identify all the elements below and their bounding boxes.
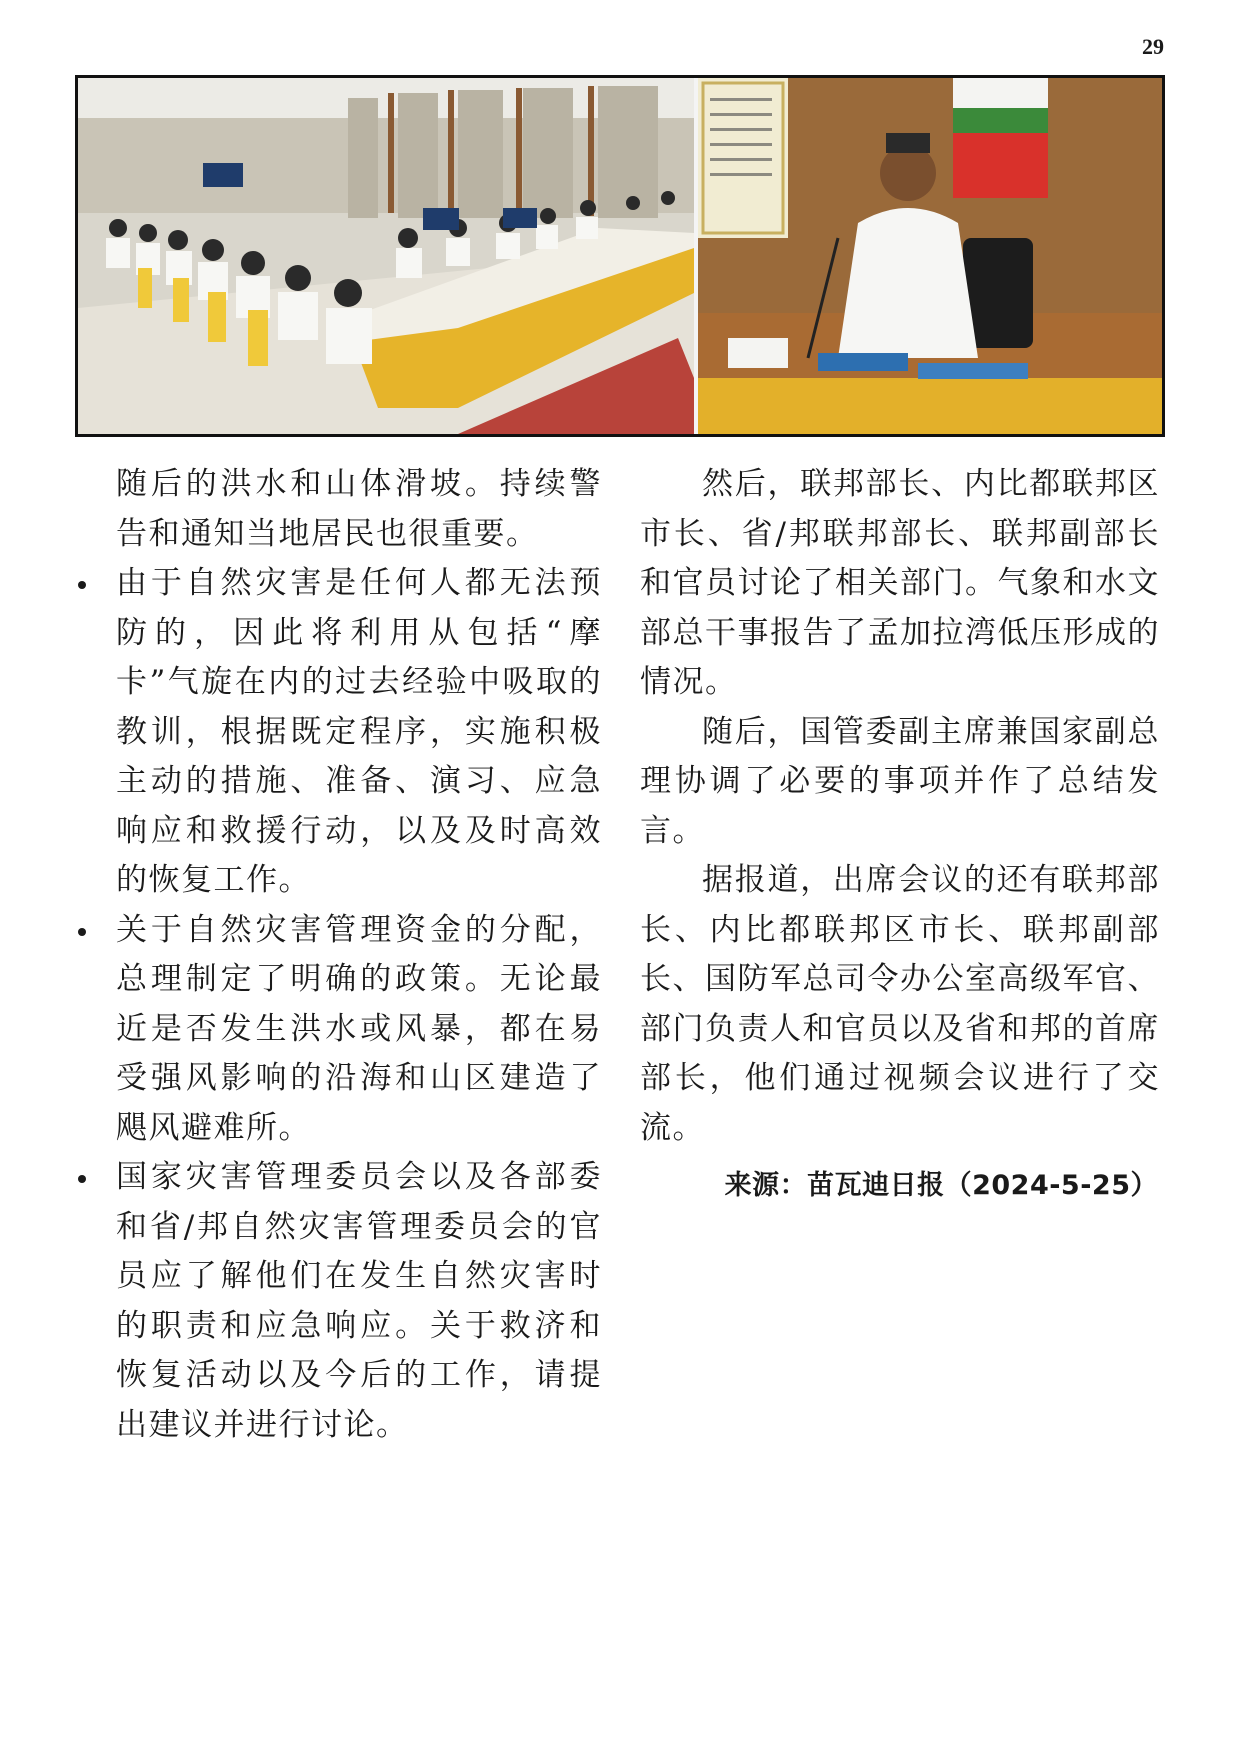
right-column	[640, 460, 1160, 1153]
bullet-item-1	[116, 559, 602, 906]
bullet-item-2	[116, 906, 602, 1154]
bullet-dot-icon	[78, 928, 86, 936]
page-number: 29	[1142, 34, 1164, 59]
bullet-text-3: 国家灾害管理委员会以及各部委和省/邦自然灾害管理委员会的官员应了解他们在发生自然灾害时的职责和应急响应。关于救济和恢复活动以及今后的工作，请提出建议并进行讨论。	[116, 1159, 602, 1443]
paragraph-1: 然后，联邦部长、内比都联邦区市长、省/邦联邦部长、联邦副部长和官员讨论了相关部门。气象和水文部总干事报告了孟加拉湾低压形成的情况。	[640, 466, 1160, 700]
continued-paragraph: 随后的洪水和山体滑坡。持续警告和通知当地居民也很重要。	[116, 466, 602, 552]
speaker-at-podium-photo	[698, 78, 1162, 434]
photo-frame	[75, 75, 1165, 437]
paragraph-3: 据报道，出席会议的还有联邦部长、内比都联邦区市长、联邦副部长、国防军总司令办公室高级军官、部门负责人和官员以及省和邦的首席部长，他们通过视频会议进行了交流。	[640, 862, 1160, 1146]
meeting-room-photo	[78, 78, 694, 434]
bullet-text-2: 关于自然灾害管理资金的分配，总理制定了明确的政策。无论最近是否发生洪水或风暴，都在易受强风影响的沿海和山区建造了飓风避难所。	[116, 911, 602, 1146]
left-column	[116, 460, 602, 1450]
bullet-text-1: 由于自然灾害是任何人都无法预防的，因此将利用从包括“摩卡”气旋在内的过去经验中吸取的教训，根据既定程序，实施积极主动的措施、准备、演习、应急响应和救援行动，以及及时高效的恢复工作。	[116, 565, 602, 898]
bullet-dot-icon	[78, 581, 86, 589]
bullet-item-3	[116, 1153, 602, 1450]
bullet-dot-icon	[78, 1175, 86, 1183]
source-line: 来源：苗瓦迪日报（2024-5-25）	[724, 1170, 1158, 1201]
paragraph-2: 随后，国管委副主席兼国家副总理协调了必要的事项并作了总结发言。	[640, 713, 1160, 849]
